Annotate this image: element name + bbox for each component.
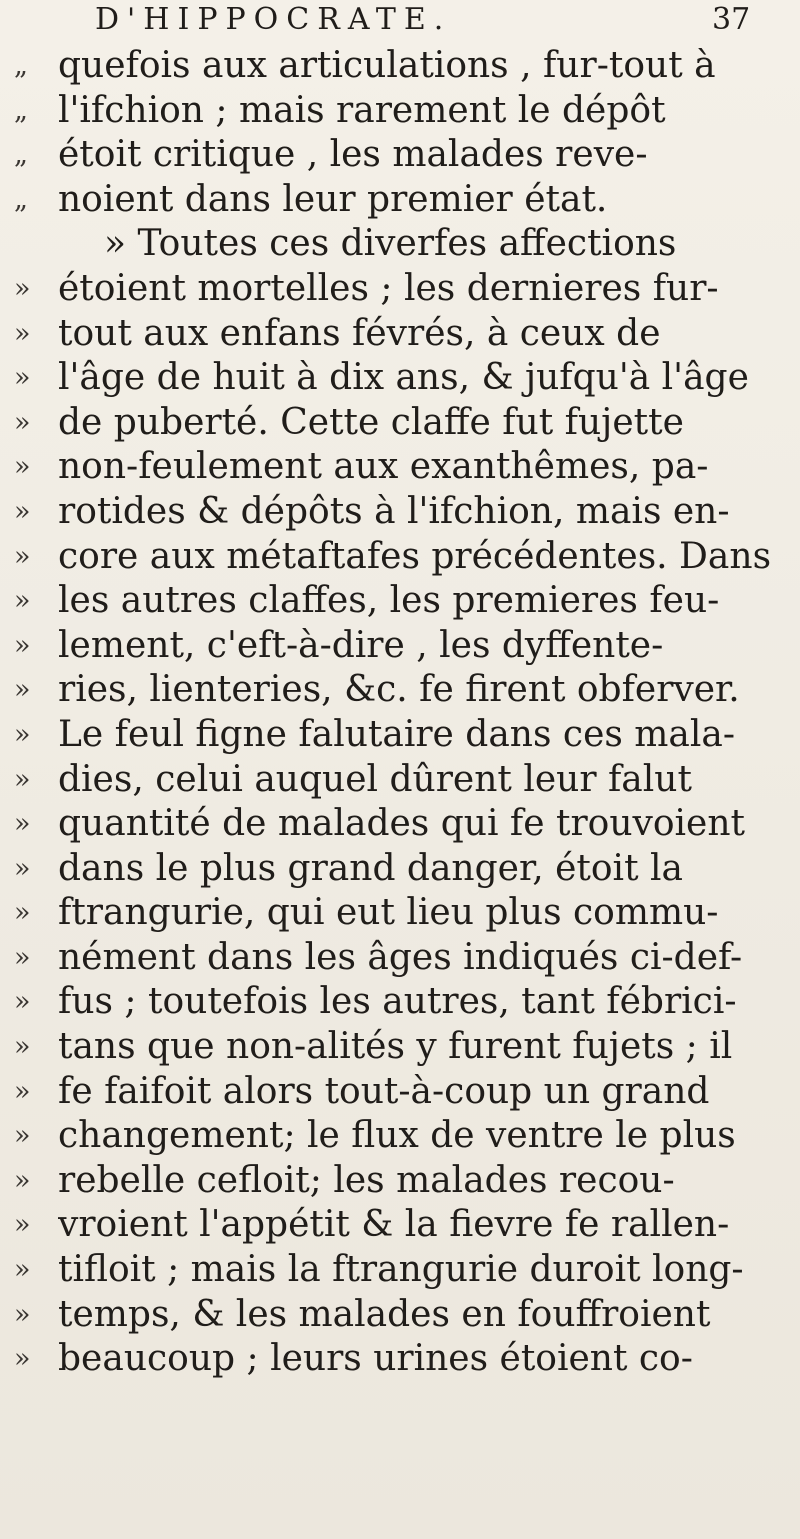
line-text: lement, c'eft-à-dire , les dyffente- [58, 624, 664, 666]
quote-mark: » [14, 808, 31, 840]
running-title: D'HIPPOCRATE. [95, 2, 452, 37]
text-line [0, 178, 800, 223]
line-text: l'âge de huit à dix ans, & jufqu'à l'âge [58, 357, 749, 399]
line-text: fe faifoit alors tout-à-coup un grand [58, 1070, 710, 1112]
quote-mark: » [14, 763, 31, 795]
text-line [0, 980, 800, 1025]
text-line [0, 758, 800, 803]
line-text: étoit critique , les malades reve- [58, 134, 648, 176]
quote-mark: » [14, 986, 31, 1018]
line-text: l'ifchion ; mais rarement le dépôt [58, 89, 666, 131]
text-line [0, 668, 800, 713]
line-text: quantité de malades qui fe trouvoient [58, 803, 745, 845]
text-line [0, 267, 800, 312]
quote-mark: » [14, 941, 31, 973]
text-line [0, 1070, 800, 1115]
quote-mark: » [14, 585, 31, 617]
text-line [0, 936, 800, 981]
text-line [0, 356, 800, 401]
quote-mark: » [14, 1298, 31, 1330]
line-text: tans que non-alités y furent fujets ; il [58, 1026, 733, 1068]
line-text: non-feulement aux exanthêmes, pa- [58, 446, 709, 488]
quote-mark: „ [14, 50, 28, 81]
line-text: changement; le flux de ventre le plus [58, 1115, 736, 1157]
line-text: de puberté. Cette claffe fut fujette [58, 401, 684, 443]
line-text: core aux métaftafes précédentes. Dans [58, 535, 772, 577]
text-line [0, 401, 800, 446]
line-text: beaucoup ; leurs urines étoient co- [58, 1338, 693, 1380]
text-line [0, 891, 800, 936]
running-head [0, 0, 800, 44]
text-line [0, 89, 800, 134]
line-text: fus ; toutefois les autres, tant fébrici- [58, 981, 737, 1023]
text-line [0, 1114, 800, 1159]
text-line [0, 1025, 800, 1070]
text-line [0, 445, 800, 490]
text-line [0, 490, 800, 535]
line-text: vroient l'appétit & la fievre fe rallen- [58, 1204, 730, 1246]
quote-mark: » [14, 897, 31, 929]
line-text: ftrangurie, qui eut lieu plus commu- [58, 892, 719, 934]
text-line [0, 535, 800, 580]
quote-mark: » [14, 1164, 31, 1196]
text-line [0, 312, 800, 357]
quote-mark: » [14, 540, 31, 572]
line-text: tout aux enfans févrés, à ceux de [58, 312, 661, 354]
quote-mark: » [14, 1031, 31, 1063]
text-line [0, 1159, 800, 1204]
line-text: » Toutes ces diverfes affections [104, 223, 677, 265]
quote-mark: » [14, 451, 31, 483]
quote-mark: » [14, 1209, 31, 1241]
page-number: 37 [712, 2, 751, 37]
text-line [0, 802, 800, 847]
quote-mark: » [14, 629, 31, 661]
quote-mark: „ [14, 183, 28, 215]
line-text: temps, & les malades en fouffroient [58, 1293, 711, 1335]
text-line [0, 1293, 800, 1338]
quote-mark: » [14, 1254, 31, 1286]
line-text: dies, celui auquel dûrent leur falut [58, 758, 692, 800]
quote-mark: » [14, 1120, 31, 1152]
line-text: les autres claffes, les premieres feu- [58, 580, 720, 622]
line-text: Le feul figne falutaire dans ces mala- [58, 713, 736, 755]
line-text: ries, lienteries, &c. fe firent obferver. [58, 669, 740, 711]
line-text: étoient mortelles ; les dernieres fur- [58, 267, 719, 309]
line-text: rebelle cefloit; les malades recou- [58, 1159, 675, 1201]
text-line [0, 713, 800, 758]
text-line [0, 1248, 800, 1293]
quote-mark: » [14, 317, 31, 349]
quote-mark: » [14, 1075, 31, 1107]
text-line [0, 44, 800, 89]
quote-mark: » [14, 272, 31, 304]
text-line [0, 222, 800, 267]
quote-mark: » [14, 852, 31, 884]
line-text: dans le plus grand danger, étoit la [58, 847, 683, 889]
text-line [0, 624, 800, 669]
line-text: nément dans les âges indiqués ci-def- [58, 936, 743, 978]
text-line [0, 1337, 800, 1382]
body-text [0, 44, 800, 1382]
line-text: tifloit ; mais la ftrangurie duroit long- [58, 1249, 744, 1291]
quote-mark: » [14, 495, 31, 527]
line-text: noient dans leur premier état. [58, 178, 608, 220]
quote-mark: » [14, 1343, 31, 1375]
text-line [0, 847, 800, 892]
quote-mark: » [14, 406, 31, 438]
quote-mark: » [14, 718, 31, 750]
line-text: rotides & dépôts à l'ifchion, mais en- [58, 490, 730, 532]
quote-mark: „ [14, 94, 28, 126]
text-line [0, 133, 800, 178]
text-line [0, 579, 800, 624]
text-line [0, 1203, 800, 1248]
line-text: quefois aux articulations , fur-tout à [58, 45, 716, 86]
quote-mark: » [14, 362, 31, 394]
quote-mark: » [14, 674, 31, 706]
quote-mark: „ [14, 139, 28, 171]
